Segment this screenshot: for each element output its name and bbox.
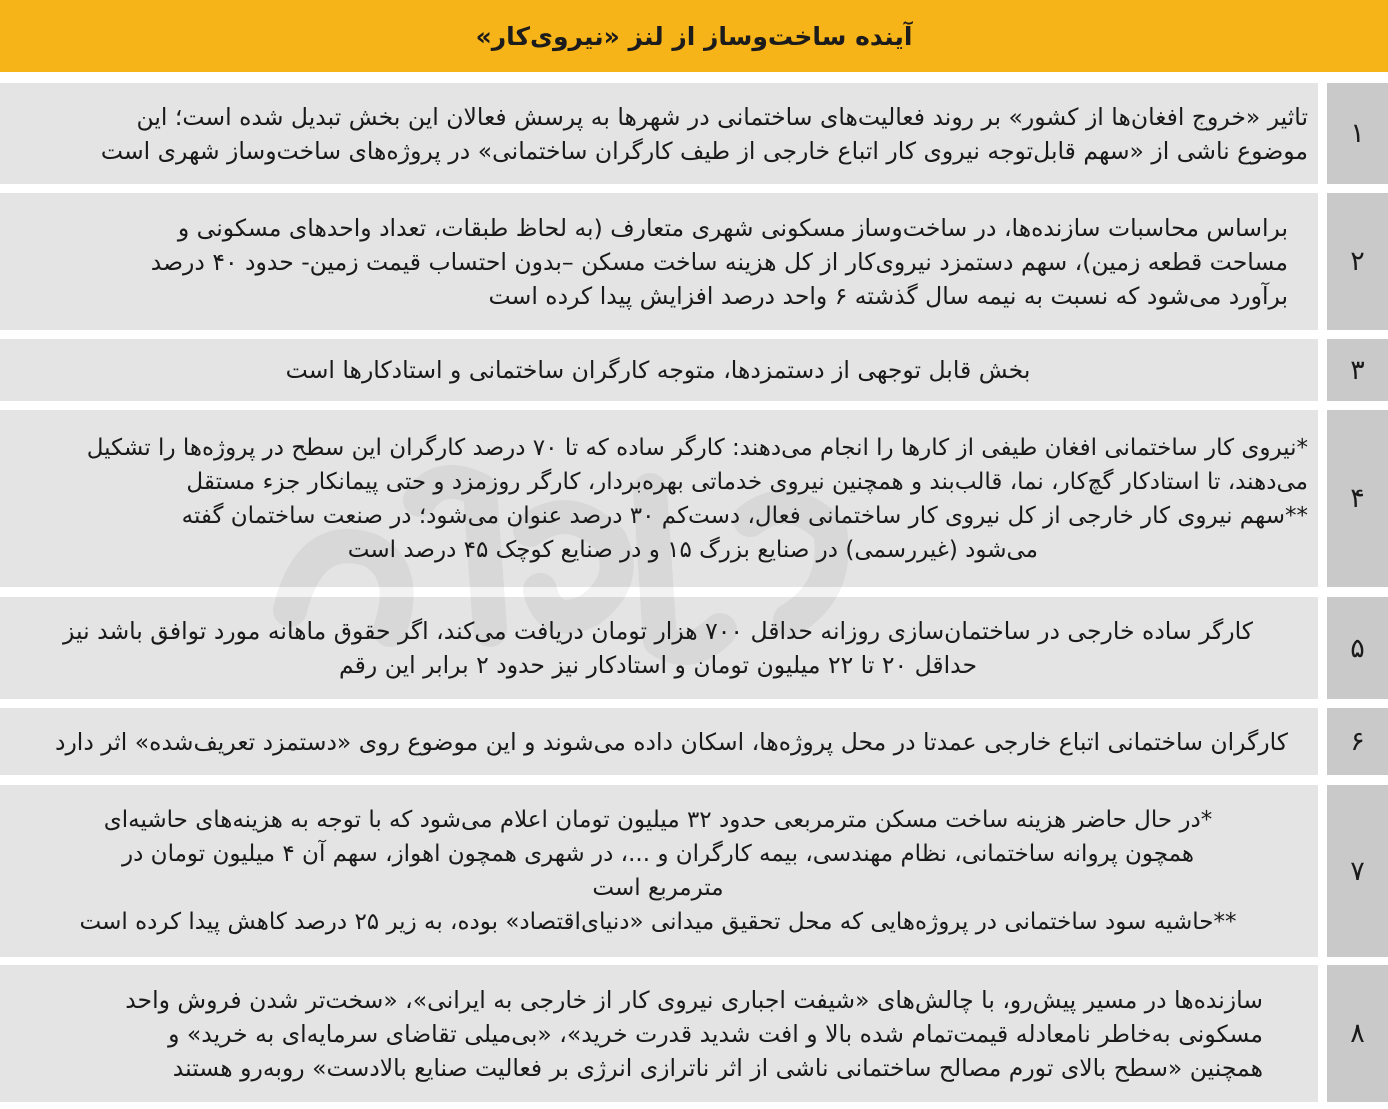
row-line: بخش قابل توجهی از دستمزدها، متوجه کارگران ساختمانی و استادکارها است (285, 356, 1031, 384)
row-number: ۷ (1327, 785, 1388, 957)
row-line: حداقل ۲۰ تا ۲۲ میلیون تومان و استادکار نیز حدود ۲ برابر این رقم (339, 651, 977, 679)
row-text (0, 785, 1318, 957)
table-row-4 (0, 410, 1388, 587)
row-line: براساس محاسبات سازنده‌ها، در ساخت‌وساز مسکونی شهری متعارف (به لحاظ طبقات، تعداد واحدهای مسکونی و (177, 213, 1288, 242)
table-row-8 (0, 965, 1388, 1102)
row-text (0, 193, 1318, 330)
table-row-3 (0, 339, 1388, 401)
row-text (0, 965, 1318, 1102)
table-row-6 (0, 708, 1388, 775)
row-line: مسکونی به‌خاطر نامعادله قیمت‌تمام شده بالا و افت شدید قدرت خرید»، «بی‌میلی تقاضای سرمایه‌ای به خرید» و (168, 1019, 1263, 1048)
row-number: ۵ (1327, 597, 1388, 699)
row-line: همچنین «سطح بالای تورم مصالح ساختمانی ناشی از اثر ناترازی انرژی بر فعالیت صنایع بالادست» روبه‌رو هستند (172, 1053, 1263, 1082)
row-line: کارگران ساختمانی اتباع خارجی عمدتا در محل پروژه‌ها، اسکان داده می‌شوند و این موضوع روی «دستمزد تعریف‌شده» اثر دارد (54, 727, 1288, 756)
row-line: می‌شود (غیررسمی) در صنایع بزرگ ۱۵ و در صنایع کوچک ۴۵ درصد است (347, 536, 1038, 563)
row-number: ۴ (1327, 410, 1388, 587)
row-text (0, 597, 1318, 699)
row-line: تاثیر «خروج افغان‌ها از کشور» بر روند فعالیت‌های ساختمانی در شهرها به پرسش فعالان این بخش تبدیل شده است؛ این (136, 102, 1308, 131)
row-line: مترمربع است (592, 875, 724, 901)
table-row-2 (0, 193, 1388, 330)
row-line: همچون پروانه ساختمانی، نظام مهندسی، بیمه کارگران و ...، در شهری همچون اهواز، سهم آن ۴ میلیون تومان در (122, 841, 1194, 867)
row-line: سازنده‌ها در مسیر پیش‌رو، با چالش‌های «شیفت اجباری نیروی کار از خارجی به ایرانی»، «سخت‌تر شدن فروش واحد (125, 985, 1263, 1014)
row-text (0, 83, 1318, 184)
row-number: ۸ (1327, 965, 1388, 1102)
table-row-7 (0, 785, 1388, 957)
row-line: **حاشیه سود ساختمانی در پروژه‌هایی که محل تحقیق میدانی «دنیای‌اقتصاد» بوده، به زیر ۲۵ درصد کاهش پیدا کرده است (79, 909, 1237, 935)
row-line: مساحت قطعه زمین)، سهم دستمزد نیروی‌کار از کل هزینه ساخت مسکن –بدون احتساب قیمت زمین- حدود ۴۰ درصد (150, 247, 1288, 276)
table-title: آینده ساخت‌وساز از لنز «نیروی‌کار» (0, 0, 1388, 72)
row-number: ۲ (1327, 193, 1388, 330)
row-line: برآورد می‌شود که نسبت به نیمه سال گذشته ۶ واحد درصد افزایش پیدا کرده است (488, 281, 1288, 310)
row-line: کارگر ساده خارجی در ساختمان‌سازی روزانه حداقل ۷۰۰ هزار تومان دریافت می‌کند، اگر حقوق ماهانه مورد توافق باشد نیز (63, 617, 1253, 645)
row-line: *نیروی کار ساختمانی افغان طیفی از کارها را انجام می‌دهند: کارگر ساده که تا ۷۰ درصد کارگران این سطح در پروژه‌ها را تشکیل (86, 434, 1308, 461)
row-text (0, 410, 1318, 587)
row-number: ۳ (1327, 339, 1388, 401)
row-text (0, 339, 1318, 401)
row-line: **سهم نیروی کار خارجی از کل نیروی کار ساختمانی فعال، دست‌کم ۳۰ درصد عنوان می‌شود؛ در صنعت ساختمان گفته (181, 502, 1308, 529)
table-row-5 (0, 597, 1388, 699)
table-row-1 (0, 83, 1388, 184)
row-line: موضوع ناشی از «سهم قابل‌توجه نیروی کار اتباع خارجی از طیف کارگران ساختمانی» در پروژه‌های ساخت‌وساز شهری است (100, 136, 1308, 165)
row-line: می‌دهند، تا استادکار گچ‌کار، نما، قالب‌بند و همچنین نیروی خدماتی بهره‌بردار، کارگر روزمزد و حتی پیمانکار جزء مستقل (186, 468, 1308, 495)
row-text (0, 708, 1318, 775)
row-number: ۱ (1327, 83, 1388, 184)
row-line: *در حال حاضر هزینه ساخت مسکن مترمربعی حدود ۳۲ میلیون تومان اعلام می‌شود که با توجه به هزینه‌های حاشیه‌ای (103, 807, 1213, 833)
row-number: ۶ (1327, 708, 1388, 775)
